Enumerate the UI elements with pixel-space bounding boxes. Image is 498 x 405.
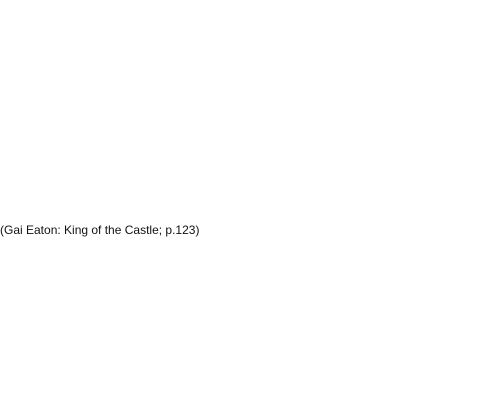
urdu-paragraph-block: [6, 1, 492, 212]
urdu-paragraph-line: [6, 71, 492, 89]
urdu-paragraph-line: [6, 19, 492, 37]
urdu-closing-line: [6, 346, 492, 364]
urdu-paragraph-line: [6, 54, 492, 72]
urdu-closing-line: [6, 258, 492, 276]
urdu-paragraph-line: [6, 177, 492, 195]
urdu-paragraph-line: [6, 142, 492, 160]
citation-text: (Gai Eaton: King of the Castle; p.123): [0, 223, 200, 237]
urdu-closing-line: [6, 293, 492, 311]
urdu-paragraph-line: [6, 159, 492, 177]
urdu-closing-block: [6, 240, 492, 381]
urdu-paragraph-line: [6, 107, 492, 125]
urdu-paragraph-line: [6, 195, 492, 213]
urdu-closing-line: [6, 275, 492, 293]
urdu-paragraph-line: [6, 36, 492, 54]
urdu-closing-line: [6, 240, 492, 258]
urdu-paragraph-line: [6, 89, 492, 107]
urdu-closing-line: [6, 363, 492, 381]
urdu-closing-line: [6, 310, 492, 328]
urdu-paragraph-line: [6, 1, 492, 19]
urdu-closing-line: [6, 328, 492, 346]
urdu-paragraph-line: [6, 124, 492, 142]
